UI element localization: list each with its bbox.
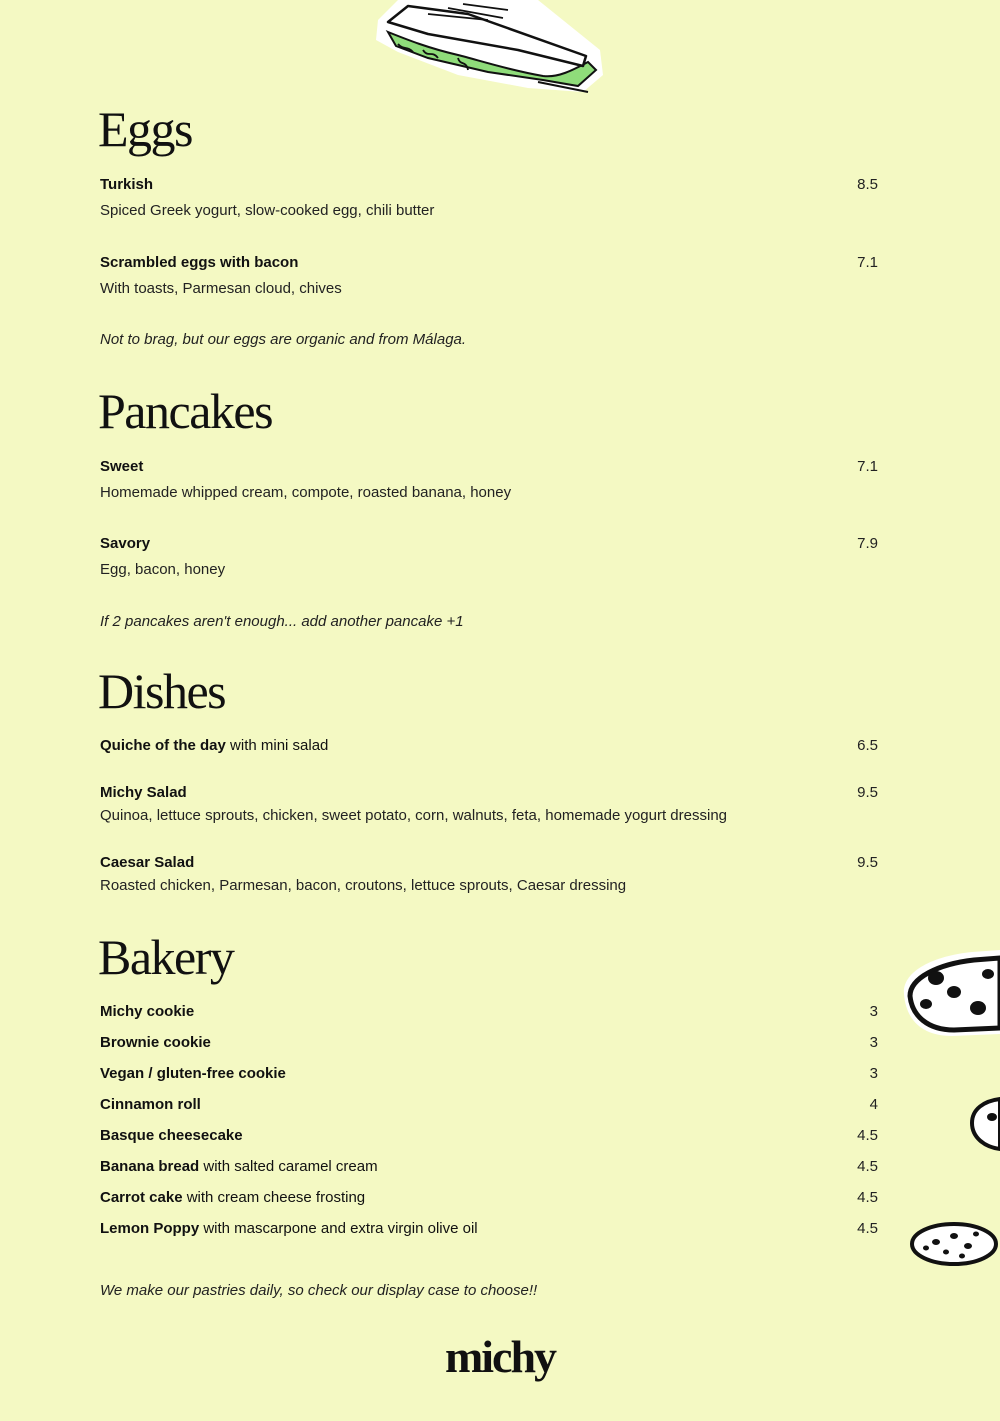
menu-item-price: 3 (869, 1034, 878, 1051)
menu-item-price: 4.5 (857, 1189, 878, 1206)
menu-item-description: Quinoa, lettuce sprouts, chicken, sweet potato, corn, walnuts, feta, homemade yogurt dressing (100, 807, 728, 824)
menu-item-suffix: with salted caramel cream (199, 1158, 378, 1175)
menu-item-name: Brownie cookie (100, 1034, 211, 1051)
section-note-pancakes: If 2 pancakes aren't enough... add another pancake +1 (100, 613, 464, 630)
cookie-icon (892, 942, 1000, 1042)
section-note-eggs: Not to brag, but our eggs are organic and from Málaga. (100, 331, 467, 348)
menu-item-name: Caesar Salad (100, 854, 195, 871)
menu-item (100, 1096, 201, 1113)
menu-item (100, 1220, 478, 1237)
cookie-icon (906, 1212, 1000, 1272)
section-note-bakery: We make our pastries daily, so check our display case to choose!! (100, 1282, 538, 1299)
menu-item-price: 9.5 (857, 854, 878, 871)
menu-item (100, 1158, 378, 1175)
menu-item-price: 3 (869, 1065, 878, 1082)
menu-item-price: 7.9 (857, 535, 878, 552)
menu-item-description: Egg, bacon, honey (100, 561, 226, 578)
menu-item-price: 9.5 (857, 784, 878, 801)
menu-item-description: With toasts, Parmesan cloud, chives (100, 280, 342, 297)
menu-item (100, 1003, 194, 1020)
menu-item-price: 4.5 (857, 1127, 878, 1144)
menu-item-name: Michy Salad (100, 784, 187, 801)
menu-item-name: Cinnamon roll (100, 1096, 201, 1113)
menu-item-description: Homemade whipped cream, compote, roasted banana, honey (100, 484, 512, 501)
menu-item-name: Sweet (100, 458, 144, 475)
menu-item-price: 4.5 (857, 1220, 878, 1237)
menu-item (100, 1189, 365, 1206)
menu-item (100, 737, 328, 754)
menu-item-suffix: with mini salad (225, 737, 329, 754)
section-title-bakery: Bakery (98, 929, 234, 985)
menu-item-price: 8.5 (857, 176, 878, 193)
menu-item-price: 6.5 (857, 737, 878, 754)
menu-item-name: Quiche of the day (100, 737, 226, 754)
menu-item-suffix: with cream cheese frosting (182, 1189, 366, 1206)
menu-item (100, 1034, 211, 1051)
menu-item (100, 1065, 286, 1082)
section-title-pancakes: Pancakes (98, 383, 273, 439)
cookie-icon (962, 1095, 1000, 1153)
menu-item-price: 7.1 (857, 254, 878, 271)
menu-item-name: Lemon Poppy (100, 1220, 200, 1237)
menu-item-name: Savory (100, 535, 151, 552)
footer-logo: michy (444, 1331, 556, 1382)
menu-item-name: Vegan / gluten-free cookie (100, 1065, 286, 1082)
menu-item-name: Michy cookie (100, 1003, 195, 1020)
menu-item-description: Roasted chicken, Parmesan, bacon, croutons, lettuce sprouts, Caesar dressing (100, 877, 627, 894)
sandwich-icon (368, 0, 613, 100)
section-title-eggs: Eggs (98, 101, 192, 157)
menu-item-description: Spiced Greek yogurt, slow-cooked egg, chili butter (100, 202, 435, 219)
menu-item (100, 1127, 243, 1144)
menu-item-price: 4.5 (857, 1158, 878, 1175)
menu-item-suffix: with mascarpone and extra virgin olive oil (199, 1220, 478, 1237)
menu-item-price: 3 (869, 1003, 878, 1020)
menu-item-name: Basque cheesecake (100, 1127, 243, 1144)
menu-item-name: Carrot cake (100, 1189, 183, 1206)
menu-item-name: Scrambled eggs with bacon (100, 254, 299, 271)
section-title-dishes: Dishes (98, 663, 226, 719)
menu-item-price: 7.1 (857, 458, 878, 475)
menu-item-name: Turkish (100, 176, 154, 193)
menu-item-price: 4 (869, 1096, 878, 1113)
menu-item-name: Banana bread (100, 1158, 200, 1175)
